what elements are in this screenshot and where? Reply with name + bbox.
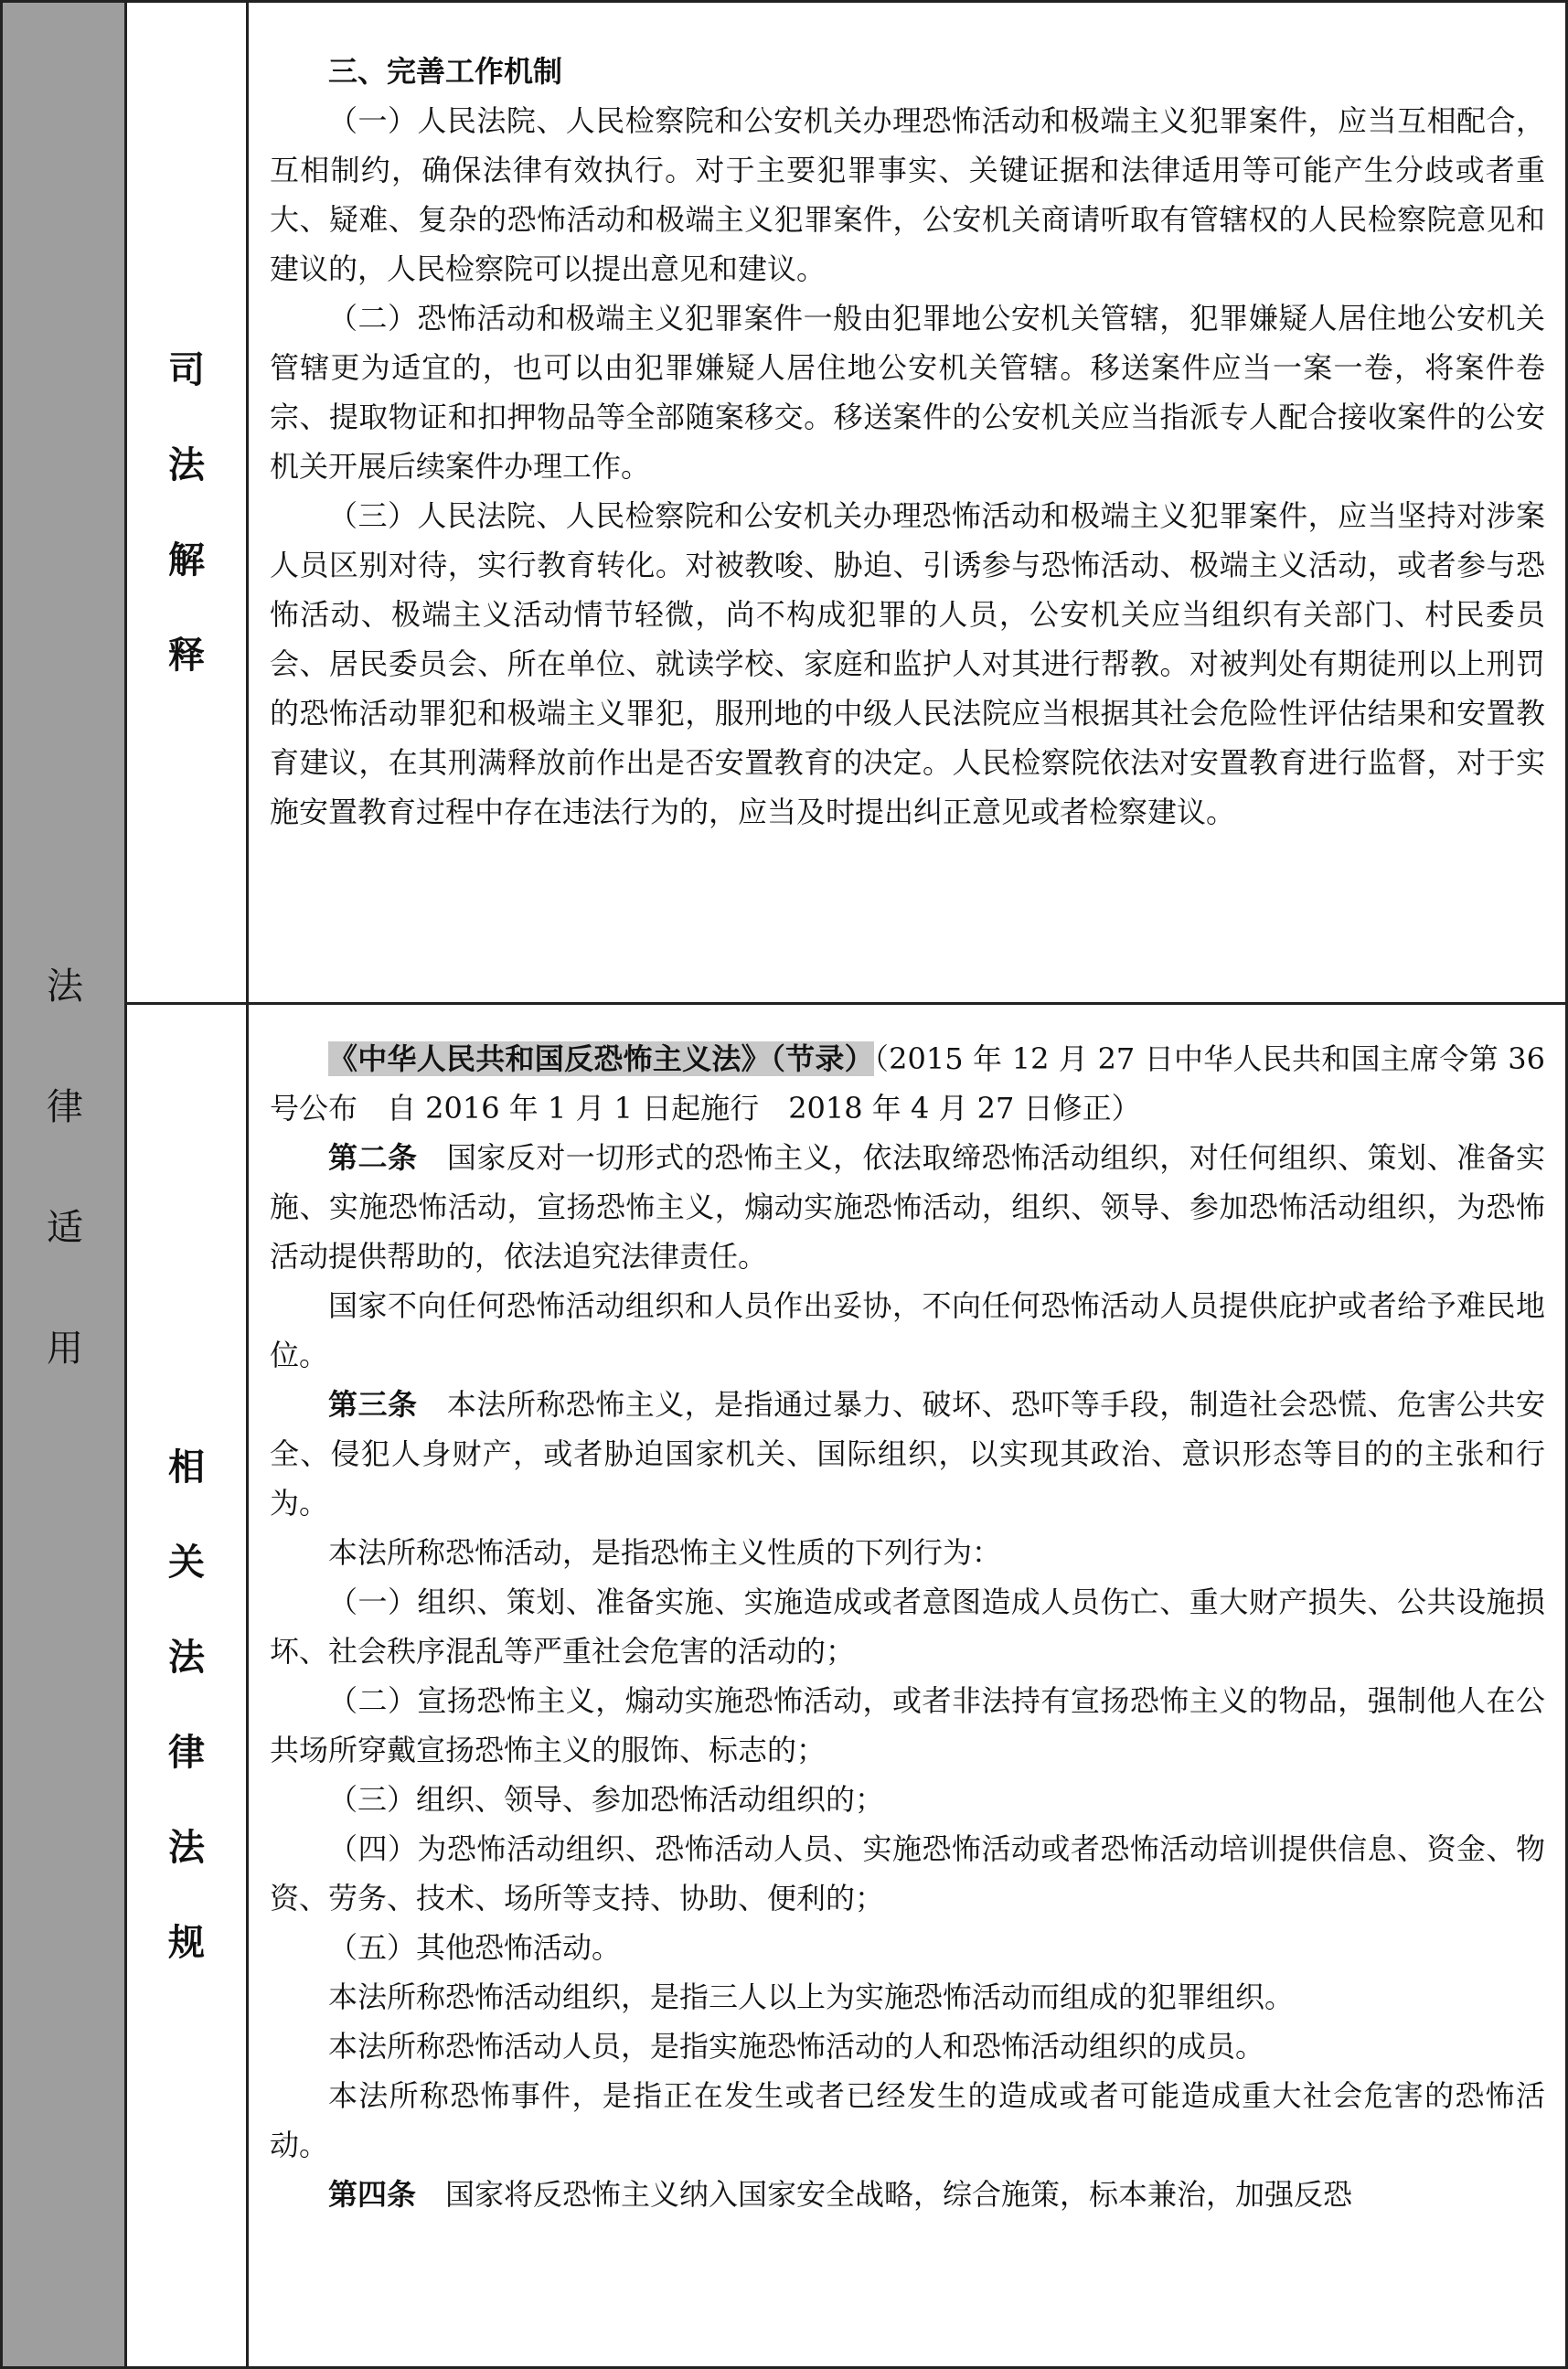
article-3-paragraph: （二）宣扬恐怖主义，煽动实施恐怖活动，或者非法持有宣扬恐怖主义的物品，强制他人在公共场所穿戴宣扬恐怖主义的服饰、标志的； xyxy=(270,1683,1545,1767)
article-4-text: 国家将反恐怖主义纳入国家安全战略，综合施策，标本兼治，加强反恐 xyxy=(445,2177,1353,2212)
article-2 xyxy=(270,1133,1545,1281)
article-3-text: 本法所称恐怖主义，是指通过暴力、破坏、恐吓等手段，制造社会恐慌、危害公共安全、侵犯人身财产，或者胁迫国家机关、国际组织，以实现其政治、意识形态等目的的主张和行为。 xyxy=(270,1387,1545,1521)
related-laws-content xyxy=(270,1034,1545,2219)
article-2-text: 国家反对一切形式的恐怖主义，依法取缔恐怖活动组织，对任何组织、策划、准备实施、实施恐怖活动，宣扬恐怖主义，煽动实施恐怖活动，组织、领导、参加恐怖活动组织，为恐怖活动提供帮助的，依法追究法律责任。 xyxy=(270,1140,1545,1274)
article-3-paragraph: 本法所称恐怖活动，是指恐怖主义性质的下列行为： xyxy=(328,1535,1002,1570)
law-title: 《中华人民共和国反恐怖主义法》（节录） xyxy=(328,1041,874,1076)
article-2-paragraph-2: 国家不向任何恐怖活动组织和人员作出妥协，不向任何恐怖活动人员提供庇护或者给予难民地位。 xyxy=(270,1288,1545,1372)
paragraph-3: （三）人民法院、人民检察院和公安机关办理恐怖活动和极端主义犯罪案件，应当坚持对涉案人员区别对待，实行教育转化。对被教唆、胁迫、引诱参与恐怖活动、极端主义活动，或者参与恐怖活动、极端主义活动情节轻微，尚不构成犯罪的人员，公安机关应当组织有关部门、村民委员会、居民委员会、所在单位、就读学校、家庭和监护人对其进行帮教。对被判处有期徒刑以上刑罚的恐怖活动罪犯和极端主义罪犯，服刑地的中级人民法院应当根据其社会危险性评估结果和安置教育建议，在其刑满释放前作出是否安置教育的决定。人民检察院依法对安置教育进行监督，对于实施安置教育过程中存在违法行为的，应当及时提出纠正意见或者检察建议。 xyxy=(270,498,1545,829)
section-heading: 三、完善工作机制 xyxy=(328,54,563,89)
related-laws-label: 相 关 法 律 法 规 xyxy=(168,1446,205,1964)
law-header xyxy=(270,1034,1545,1133)
subcategory-column xyxy=(127,3,249,2366)
judicial-interpretation-content xyxy=(270,47,1545,837)
paragraph-2: （二）恐怖活动和极端主义犯罪案件一般由犯罪地公安机关管辖，犯罪嫌疑人居住地公安机关管辖更为适宜的，也可以由犯罪嫌疑人居住地公安机关管辖。移送案件应当一案一卷，将案件卷宗、提取物证和扣押物品等全部随案移交。移送案件的公安机关应当指派专人配合接收案件的公安机关开展后续案件办理工作。 xyxy=(270,301,1545,484)
article-3-paragraph: （四）为恐怖活动组织、恐怖活动人员、实施恐怖活动或者恐怖活动培训提供信息、资金、物资、劳务、技术、场所等支持、协助、便利的； xyxy=(270,1831,1545,1915)
article-2-label: 第二条 xyxy=(328,1140,418,1175)
main-category-label: 法 律 适 用 xyxy=(47,966,83,1370)
article-4 xyxy=(270,2170,1545,2219)
article-3-label: 第三条 xyxy=(328,1387,418,1422)
article-4-label: 第四条 xyxy=(328,2177,417,2212)
article-3-paragraph: 本法所称恐怖活动组织，是指三人以上为实施恐怖活动而组成的犯罪组织。 xyxy=(328,1980,1295,2014)
article-3 xyxy=(270,1380,1545,1528)
row-divider xyxy=(127,1002,1565,1005)
law-note: （2015 年 12 月 27 日中华人民共和国主席令第 36 号公布 自 2016 年 1 月 1 日起施行 2018 年 4 月 27 日修正） xyxy=(270,1041,1545,1126)
article-3-paragraph: （一）组织、策划、准备实施、实施造成或者意图造成人员伤亡、重大财产损失、公共设施损坏、社会秩序混乱等严重社会危害的活动的； xyxy=(270,1585,1545,1669)
article-3-paragraph: （三）组织、领导、参加恐怖活动组织的； xyxy=(328,1782,885,1817)
article-3-paragraph: （五）其他恐怖活动。 xyxy=(328,1930,622,1965)
main-category-column xyxy=(3,3,127,2366)
judicial-interpretation-label: 司 法 解 释 xyxy=(168,349,205,677)
article-3-paragraph: 本法所称恐怖活动人员，是指实施恐怖活动的人和恐怖活动组织的成员。 xyxy=(328,2029,1265,2064)
paragraph-1: （一）人民法院、人民检察院和公安机关办理恐怖活动和极端主义犯罪案件，应当互相配合，互相制约，确保法律有效执行。对于主要犯罪事实、关键证据和法律适用等可能产生分歧或者重大、疑难、复杂的恐怖活动和极端主义犯罪案件，公安机关商请听取有管辖权的人民检察院意见和建议的，人民检察院可以提出意见和建议。 xyxy=(270,103,1545,286)
article-3-paragraph: 本法所称恐怖事件，是指正在发生或者已经发生的造成或者可能造成重大社会危害的恐怖活动。 xyxy=(270,2078,1545,2162)
